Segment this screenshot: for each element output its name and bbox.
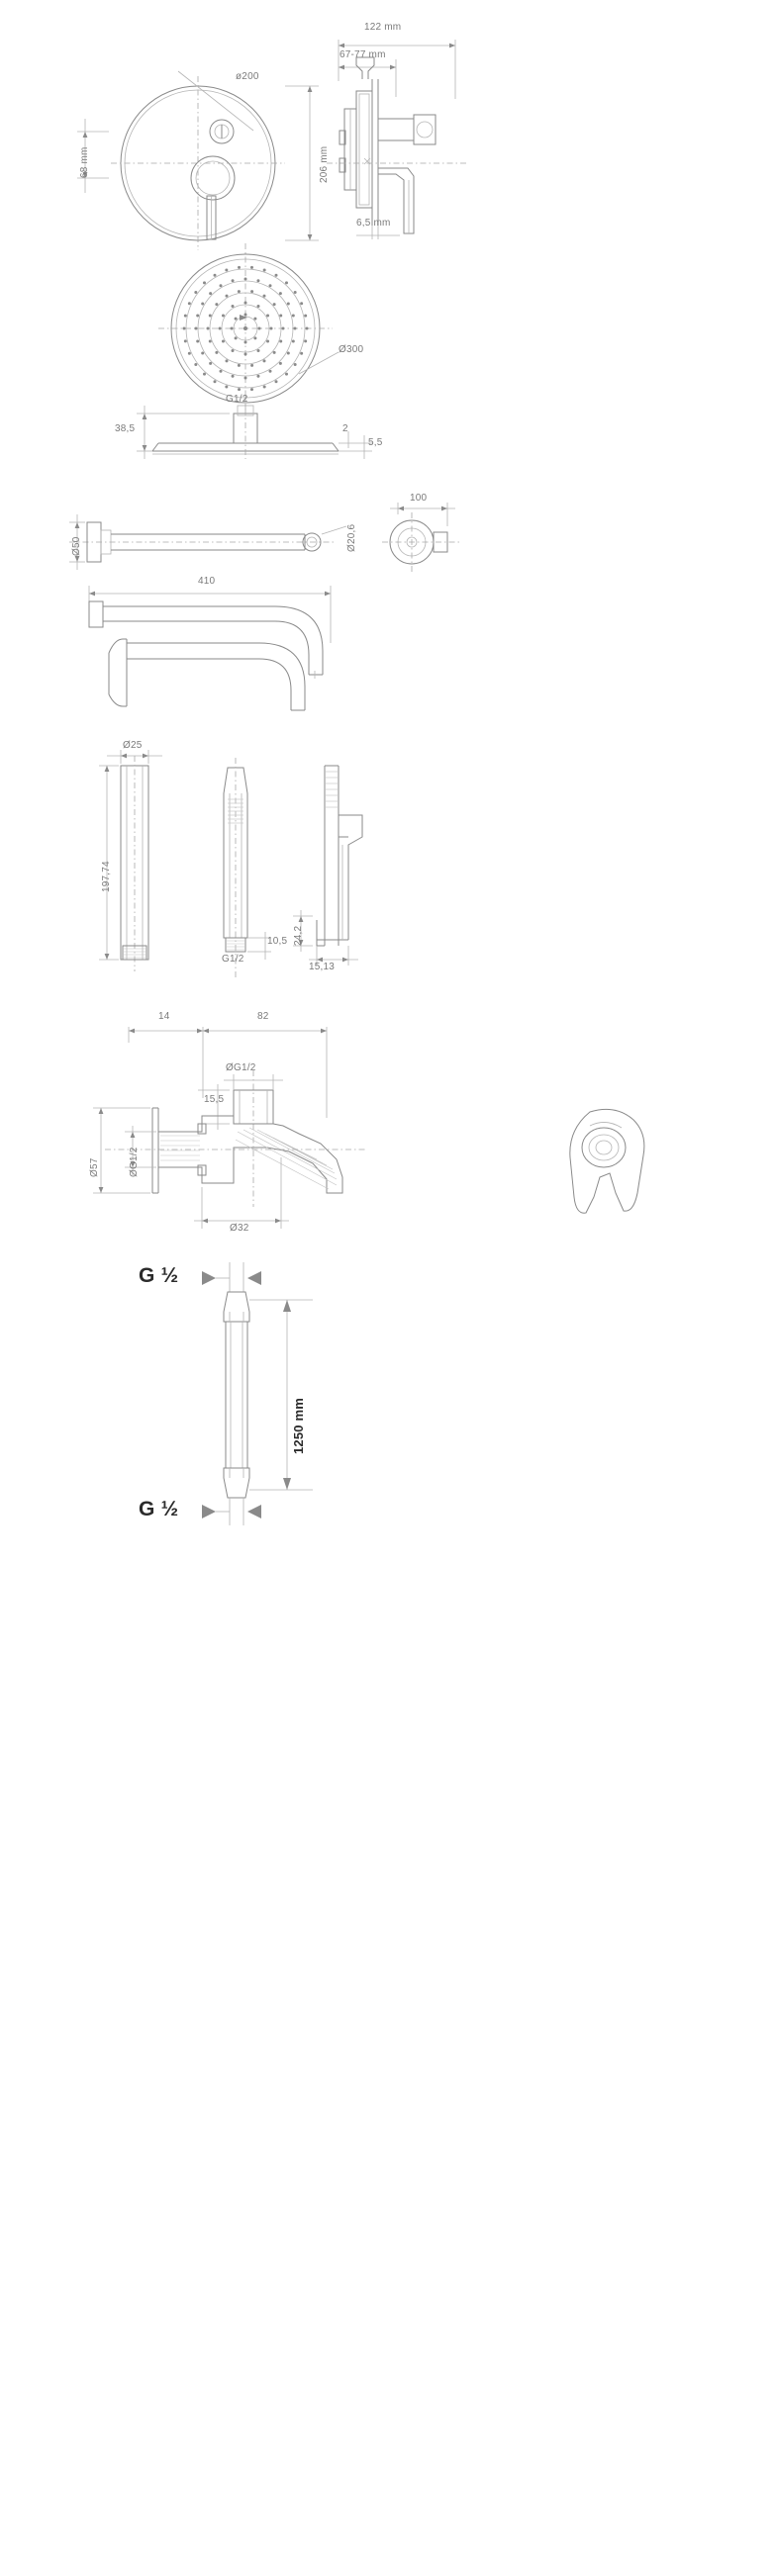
- label-arm-length: 410: [198, 576, 216, 587]
- label-handshower-dia: Ø25: [123, 740, 143, 751]
- label-holder-depth: 24,2: [293, 925, 304, 946]
- label-arm-tube-dia: Ø20,6: [346, 523, 357, 552]
- block-hand-shower: [79, 742, 396, 999]
- block-concealed-mixer-round-plate: [59, 20, 475, 257]
- block-shower-arm: [49, 495, 703, 732]
- label-outlet-thread-side: ØG1/2: [129, 1147, 140, 1177]
- block-rain-shower-head: [115, 247, 416, 475]
- label-outlet-thread-top: ØG1/2: [226, 1062, 256, 1073]
- label-plate-thickness: 6,5 mm: [356, 218, 391, 229]
- label-hose-thread-bottom: G ½: [139, 1498, 179, 1520]
- label-outlet-height-top: 15,5: [204, 1094, 225, 1105]
- label-plate-offset: 68 mm: [79, 146, 90, 178]
- label-holder-width: 15,13: [309, 962, 336, 972]
- label-arm-height: 38,5: [115, 423, 136, 434]
- label-handshower-length: 197,74: [101, 861, 112, 892]
- label-outlet-dim-a: 14: [158, 1011, 170, 1022]
- label-head-thread: G1/2: [226, 394, 248, 405]
- label-arm-flange-dia: Ø50: [71, 536, 82, 556]
- label-handshower-collar: 10,5: [267, 936, 288, 947]
- label-hose-length: 1250 mm: [291, 1397, 306, 1454]
- label-flange-depth: 100: [410, 493, 428, 504]
- label-plate-height: 206 mm: [319, 145, 330, 183]
- block-shower-hose: [119, 1256, 534, 1533]
- label-head-diameter: Ø300: [339, 344, 364, 355]
- label-depth-range: 67-77 mm: [340, 49, 386, 60]
- label-outlet-flange-dia: Ø57: [89, 1157, 100, 1177]
- label-hose-thread-top: G ½: [139, 1264, 179, 1287]
- label-outlet-dim-b: 82: [257, 1011, 269, 1022]
- block-wall-outlet: [40, 1009, 752, 1256]
- label-outlet-depth: Ø32: [230, 1223, 249, 1234]
- label-edge-thk: 5,5: [368, 437, 383, 448]
- label-handshower-thread: G1/2: [222, 954, 244, 965]
- label-plate-diameter: ø200: [236, 71, 259, 82]
- label-plate-thk: 2: [342, 423, 348, 434]
- label-side-width: 122 mm: [364, 22, 402, 33]
